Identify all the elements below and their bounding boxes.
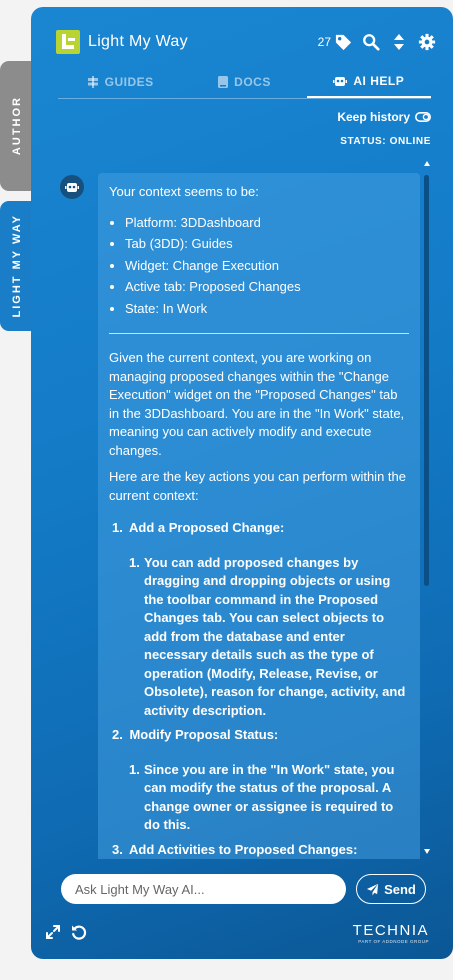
action-item <box>112 726 409 835</box>
message-summary: Given the current context, you are working on managing proposed changes within the "Change Execution" widget on the "Proposed Changes" tab in the 3DDashboard. You are in the "In Work" state, meaning you can actively modify and execute changes. <box>109 350 405 458</box>
tab-ai-help-label: AI HELP <box>353 74 405 88</box>
action-title: Add Activities to Proposed Changes: <box>128 841 358 857</box>
scroll-thumb[interactable] <box>424 175 429 586</box>
actions-intro: Here are the key actions you can perform within the current context: <box>109 469 406 503</box>
side-tab-author[interactable] <box>0 61 33 191</box>
sort-icon[interactable] <box>389 32 409 52</box>
toggle-icon <box>415 112 431 122</box>
send-label: Send <box>384 881 416 897</box>
context-list <box>125 214 409 319</box>
context-item: • Active tab: Proposed Changes <box>125 278 409 297</box>
keep-history-toggle[interactable] <box>337 110 431 124</box>
brand-tagline: PART OF ADDNODE GROUP <box>358 939 429 944</box>
robot-icon <box>333 75 347 87</box>
action-title: Add a Proposed Change: <box>128 520 285 535</box>
action-detail: You can add proposed changes by dragging and dropping objects or using the toolbar command in the Proposed Changes tab. You can select objects to add from the database and enter necessary details such as the type of operation (Modify, Release, Revise, or Obsolete), reason for change, activity, and activity description. <box>144 554 406 718</box>
action-number: 2. <box>112 727 123 742</box>
bot-avatar <box>60 175 84 199</box>
tab-docs[interactable] <box>182 66 306 98</box>
tab-ai-help[interactable] <box>307 66 431 98</box>
divider <box>109 333 409 334</box>
message-intro: Your context seems to be: <box>109 184 259 199</box>
action-item <box>112 841 409 860</box>
paper-plane-icon <box>366 883 379 896</box>
sub-number: 1. <box>129 554 140 570</box>
context-item: • Widget: Change Execution <box>125 257 409 276</box>
ai-message <box>98 173 420 859</box>
panel-header <box>56 29 437 55</box>
tab-guides-label: GUIDES <box>104 75 154 89</box>
tab-bar <box>58 66 431 99</box>
scroll-down-arrow-icon[interactable] <box>424 849 430 854</box>
book-icon <box>218 76 228 88</box>
gear-icon[interactable] <box>417 32 437 52</box>
tab-docs-label: DOCS <box>234 75 271 89</box>
chat-scrollbar[interactable] <box>423 161 431 854</box>
context-item: • State: In Work <box>125 300 409 319</box>
reset-icon[interactable] <box>70 923 88 946</box>
action-number: 3. <box>112 841 123 857</box>
side-tab-light-my-way-label: LIGHT MY WAY <box>10 214 23 318</box>
sub-number: 1. <box>129 761 140 777</box>
app-logo <box>56 30 80 54</box>
app-title: Light My Way <box>88 33 188 50</box>
robot-icon <box>65 181 79 193</box>
ask-input[interactable] <box>61 874 346 904</box>
context-item: • Platform: 3DDashboard <box>125 214 409 233</box>
send-button[interactable] <box>356 874 426 904</box>
tag-icon[interactable] <box>333 32 353 52</box>
assistant-panel <box>31 7 453 959</box>
scroll-up-arrow-icon[interactable] <box>424 161 430 166</box>
action-number: 1. <box>112 520 123 535</box>
action-item <box>112 519 409 720</box>
expand-icon[interactable] <box>44 923 62 946</box>
brand-name: TECHNIA <box>352 922 429 939</box>
tab-guides[interactable] <box>58 66 182 98</box>
signpost-icon <box>87 76 99 88</box>
search-icon[interactable] <box>361 32 381 52</box>
side-tab-author-label: AUTHOR <box>10 96 23 156</box>
side-tab-light-my-way[interactable] <box>0 201 33 331</box>
keep-history-label: Keep history <box>337 110 410 124</box>
technia-logo <box>353 922 429 944</box>
status-indicator: STATUS: ONLINE <box>340 136 431 147</box>
action-title: Modify Proposal Status: <box>129 727 279 742</box>
action-detail: Since you are in the "In Work" state, you can modify the status of the proposal. A change owner or assignee is required to do this. <box>144 761 395 832</box>
tag-count: 27 <box>317 35 331 49</box>
context-item: • Tab (3DD): Guides <box>125 235 409 254</box>
